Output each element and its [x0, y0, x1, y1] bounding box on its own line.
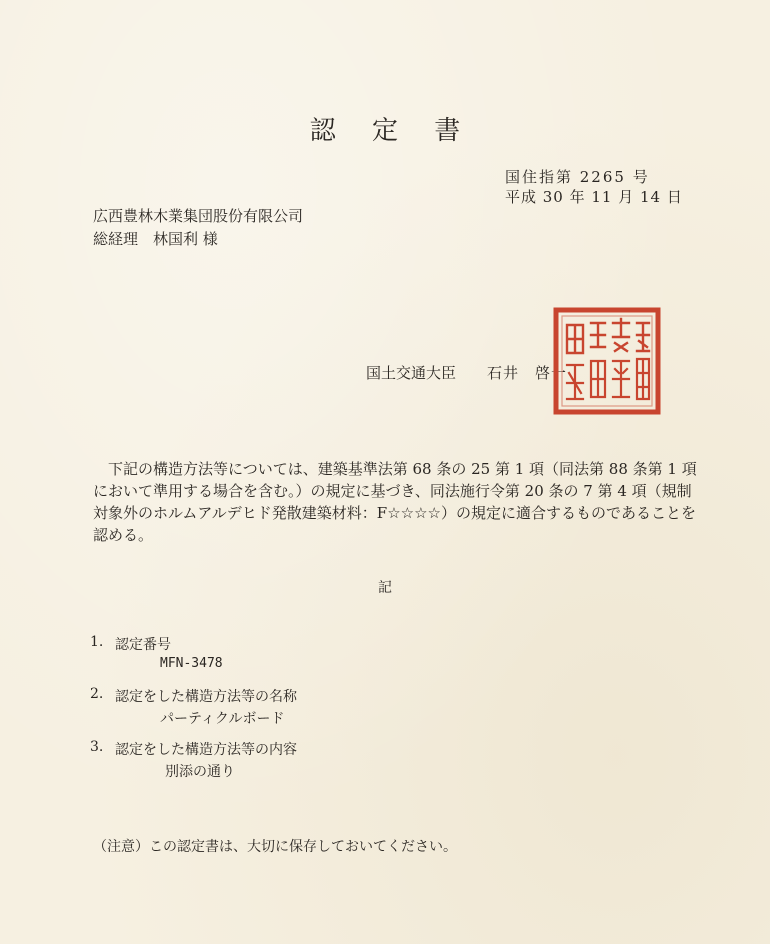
issuer-name: 石井 啓一 — [487, 364, 568, 382]
official-seal-icon — [553, 307, 661, 415]
item-1-label: 認定番号 — [115, 637, 171, 653]
item-2-value: パーティクルボード — [160, 711, 285, 727]
item-2-label: 認定をした構造方法等の名称 — [115, 689, 297, 705]
ki-heading: 記 — [378, 580, 392, 596]
item-3-value: 別添の通り — [165, 764, 235, 780]
item-3-label: 認定をした構造方法等の内容 — [115, 742, 297, 758]
certification-statement: 下記の構造方法等については、建築基準法第 68 条の 25 第 1 項（同法第 88 条第 1 項において準用する場合を含む。）の規定に基づき、同法施行令第 20 条の 7 第 4 項（規制対象外のホルムアルデヒド発散建築材料：F☆☆☆☆）の規定に適合するものであることを認める。 — [93, 460, 697, 544]
item-1-value: MFN-3478 — [160, 656, 223, 671]
document-title: 認 定 書 — [309, 116, 475, 146]
document-number: 国住指第 2265 号 — [505, 168, 650, 186]
recipient-company: 広西豊林木業集団股份有限公司 — [93, 207, 304, 225]
item-3-number: 3. — [90, 739, 104, 755]
issuer-title: 国土交通大臣 — [366, 364, 457, 382]
recipient-person: 総経理 林国利 様 — [93, 230, 218, 248]
storage-note: （注意）この認定書は、大切に保存しておいてください。 — [93, 839, 457, 855]
item-2-number: 2. — [90, 686, 104, 702]
item-1-number: 1. — [90, 634, 104, 650]
document-date: 平成 30 年 11 月 14 日 — [505, 188, 683, 206]
